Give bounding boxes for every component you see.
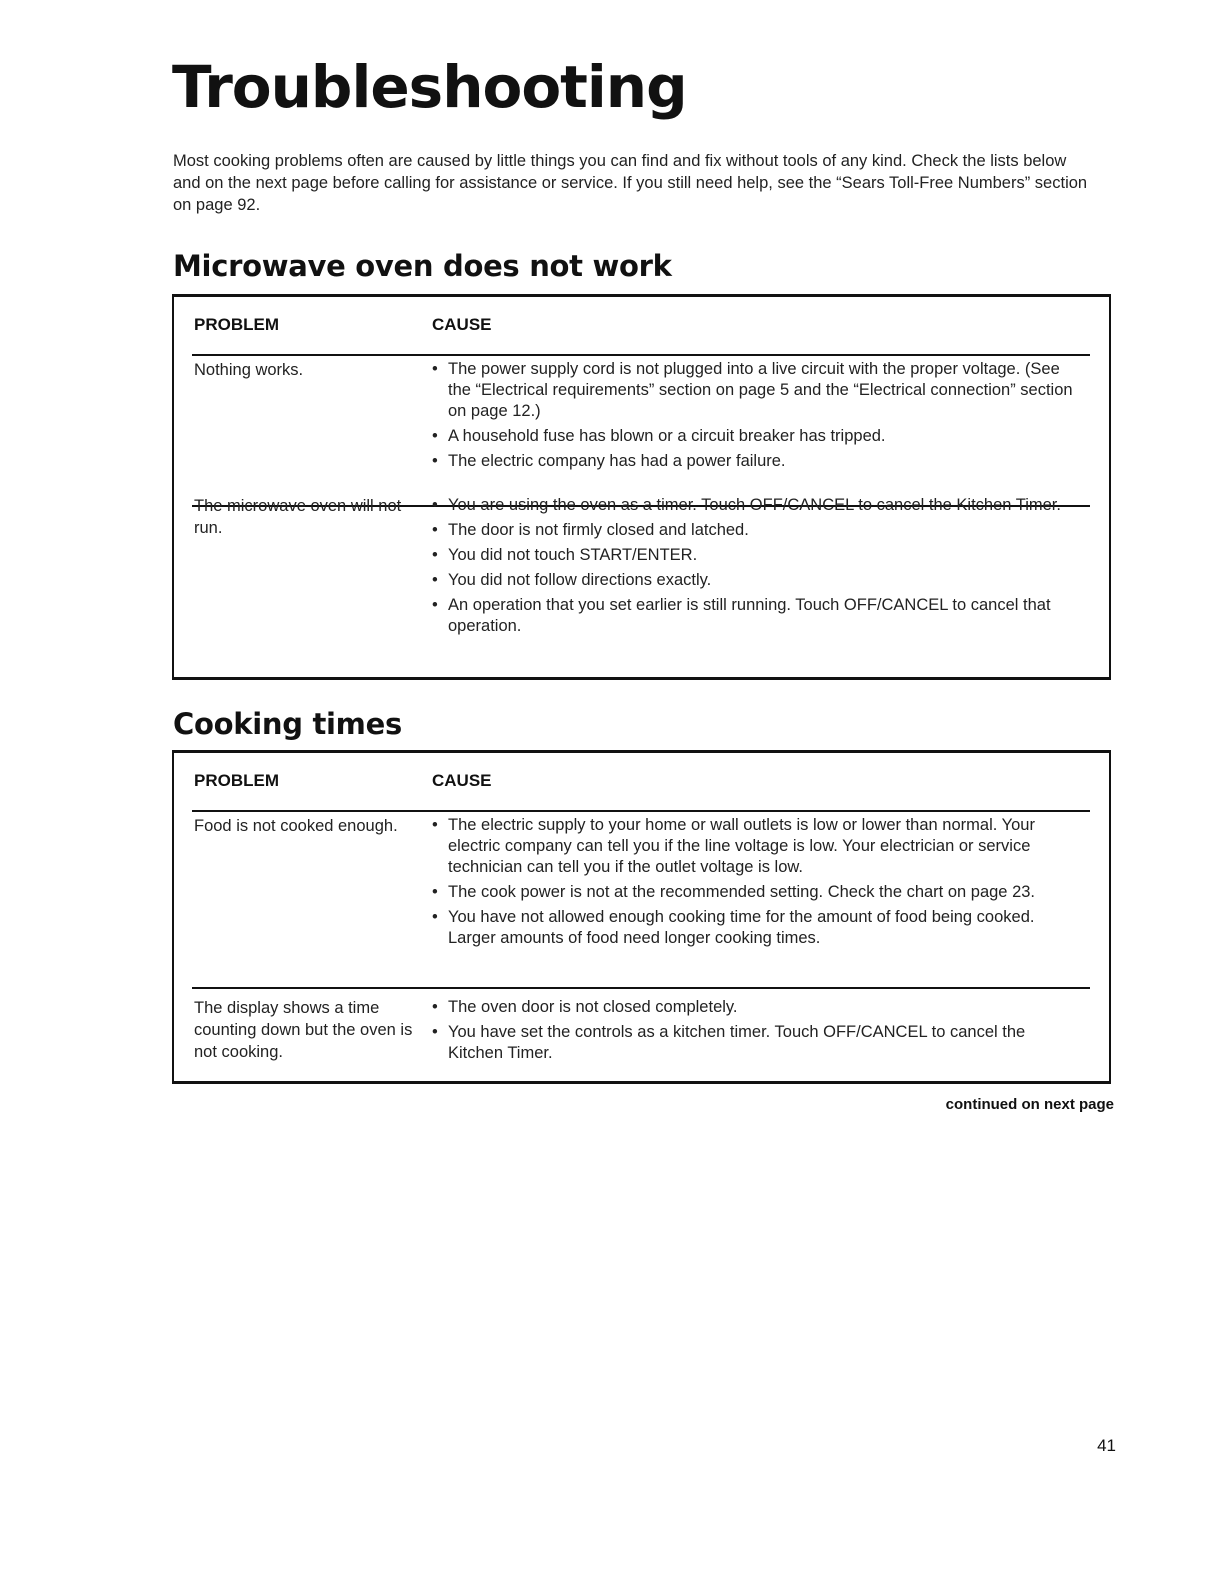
cause-item: • You have not allowed enough cooking time for the amount of food being cooked. Larger amounts of food need longer cooking times. — [432, 907, 1082, 949]
cause-list — [432, 997, 1082, 1068]
cause-list — [432, 359, 1082, 476]
cause-item: • You did not follow directions exactly. — [432, 570, 1082, 591]
cause-list — [432, 495, 1082, 641]
problem-column-header: PROBLEM — [194, 771, 279, 790]
cause-item: • You did not touch START/ENTER. — [432, 545, 1082, 566]
cause-column-header: CAUSE — [432, 315, 492, 334]
problem-text: Nothing works. — [194, 361, 304, 379]
problem-text: Food is not cooked enough. — [194, 817, 398, 835]
cause-item: • A household fuse has blown or a circuit breaker has tripped. — [432, 426, 1082, 447]
cause-item: • The oven door is not closed completely. — [432, 997, 1082, 1018]
cause-item: • The door is not firmly closed and latched. — [432, 520, 1082, 541]
problem-text: The microwave oven will not run. — [194, 497, 402, 537]
cause-item: • The power supply cord is not plugged into a live circuit with the proper voltage. (See the “Electrical requirements” section on page 5 and the “Electrical connection” section on page 12.) — [432, 359, 1082, 422]
cause-item: • You have set the controls as a kitchen timer. Touch OFF/CANCEL to cancel the Kitchen Timer. — [432, 1022, 1082, 1064]
microwave-not-work-table — [172, 294, 1111, 680]
section-heading-microwave-not-work: Microwave oven does not work — [173, 249, 672, 283]
cause-item: • The electric company has had a power failure. — [432, 451, 1082, 472]
table-row — [192, 359, 1090, 507]
intro-paragraph: Most cooking problems often are caused by little things you can find and fix without tools of any kind. Check the lists below and on the next page before calling for assistance or service. If you still need help, see the “Sears Toll-Free Numbers” section on page 92. — [173, 152, 1088, 214]
cause-item: • You are using the oven as a timer. Touch OFF/CANCEL to cancel the Kitchen Timer. — [432, 495, 1082, 516]
table-row — [192, 495, 1090, 665]
table-header — [192, 770, 1090, 812]
page-number: 41 — [1097, 1436, 1116, 1455]
cooking-times-table — [172, 750, 1111, 1084]
problem-column-header: PROBLEM — [194, 315, 279, 334]
table-row — [192, 815, 1090, 989]
cause-item: • The electric supply to your home or wall outlets is low or lower than normal. Your electric company can tell you if the line voltage is low. Your electrician or service technician can tell you if the outlet voltage is low. — [432, 815, 1082, 878]
cause-list — [432, 815, 1082, 953]
continued-note: continued on next page — [945, 1096, 1114, 1113]
table-row — [192, 997, 1090, 1077]
cause-item: • The cook power is not at the recommended setting. Check the chart on page 23. — [432, 882, 1082, 903]
page-title: Troubleshooting — [172, 53, 687, 121]
section-heading-cooking-times: Cooking times — [173, 707, 402, 741]
problem-text: The display shows a time counting down but the oven is not cooking. — [194, 999, 413, 1061]
cause-item: • An operation that you set earlier is still running. Touch OFF/CANCEL to cancel that operation. — [432, 595, 1082, 637]
table-header — [192, 314, 1090, 356]
cause-column-header: CAUSE — [432, 771, 492, 790]
